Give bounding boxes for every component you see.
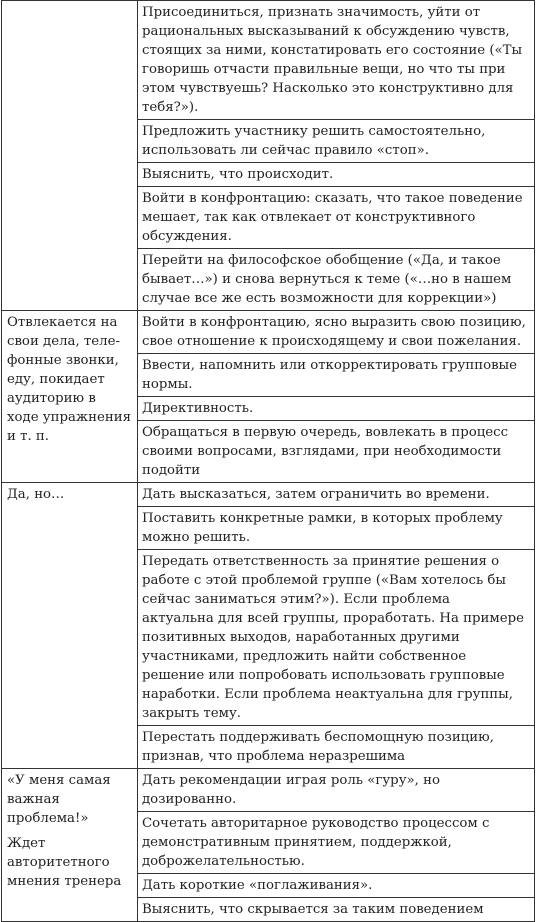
- table-row: [2, 1, 535, 311]
- behavior-text: «У меня самая важная проблема!»: [7, 773, 111, 826]
- response-cell: [138, 483, 535, 769]
- table-row: [2, 769, 535, 922]
- response-cell: [138, 1, 535, 311]
- response-item: Выяснить, что скрывается за таким поведением: [138, 897, 534, 921]
- response-item: Ввести, напомнить или откорректировать групповые нормы.: [138, 353, 534, 396]
- response-item: Перейти на философское обобщение («Да, и такое бывает…») и снова вернуться к теме («…но в нашем случае все же есть возможности для коррекции»): [138, 248, 534, 310]
- response-item: Дать короткие «поглаживания».: [138, 873, 534, 897]
- table-row: [2, 483, 535, 769]
- behavior-text: Отвлекается на свои дела, телефонные звонки, еду, покидает аудиторию в ходе упражнения и т. п.: [7, 315, 131, 444]
- response-item: Дать рекомендации играя роль «гуру», но дозированно.: [142, 773, 440, 807]
- table-row: [2, 311, 535, 483]
- response-item: Поставить конкретные рамки, в которых проблему можно решить.: [138, 506, 534, 549]
- behavior-cell: [2, 1, 138, 311]
- response-item: Войти в конфронтацию: сказать, что такое поведение мешает, так как отвлекает от конструктивного обсуждения.: [138, 186, 534, 248]
- behavior-response-table: [1, 0, 535, 922]
- response-item: Обращаться в первую очередь, вовлекать в процесс своими вопросами, взглядами, при необходимости подойти: [138, 420, 534, 482]
- response-item: Перестать поддерживать беспомощную позицию, признав, что проблема неразрешима: [138, 725, 534, 768]
- response-item: Войти в конфронтацию, ясно выразить свою позицию, свое отношение к происходящему и свои пожелания.: [142, 315, 526, 349]
- response-item: Сочетать авторитарное руководство процессом с демонстративным принятием, поддержкой, доброжелательностью.: [138, 811, 534, 873]
- response-item: Дать высказаться, затем ограничить во времени.: [142, 487, 490, 502]
- response-cell: [138, 769, 535, 922]
- response-item: Директивность.: [138, 396, 534, 420]
- response-cell: [138, 311, 535, 483]
- behavior-cell: [2, 769, 138, 922]
- response-item: Передать ответственность за принятие решения о работе с этой проблемой группе («Вам хотелось бы сейчас заниматься этим?»). Если проблема актуальна для всей группы, проработать. На примере позитивных выходов, наработанных другими участниками, предложить найти собственное решение или попробовать использовать групповые наработки. Если проблема неактуальна для группы, закрыть тему.: [138, 549, 534, 725]
- response-item: Предложить участнику решить самостоятельно, использовать ли сейчас правило «стоп».: [138, 119, 534, 162]
- behavior-cell: [2, 311, 138, 483]
- behavior-text: Ждет авторитетного мнения тренера: [7, 836, 122, 889]
- behavior-cell: [2, 483, 138, 769]
- response-item: Выяснить, что происходит.: [138, 162, 534, 186]
- behavior-text: Да, но…: [7, 487, 65, 502]
- response-item: Присоединиться, признать значимость, уйти от рациональных высказываний к обсуждению чувств, стоящих за ними, констатировать его состояние («Ты говоришь отчасти правильные вещи, но что ты при этом чувствуешь? Насколько это конструктивно для тебя?»).: [142, 5, 523, 115]
